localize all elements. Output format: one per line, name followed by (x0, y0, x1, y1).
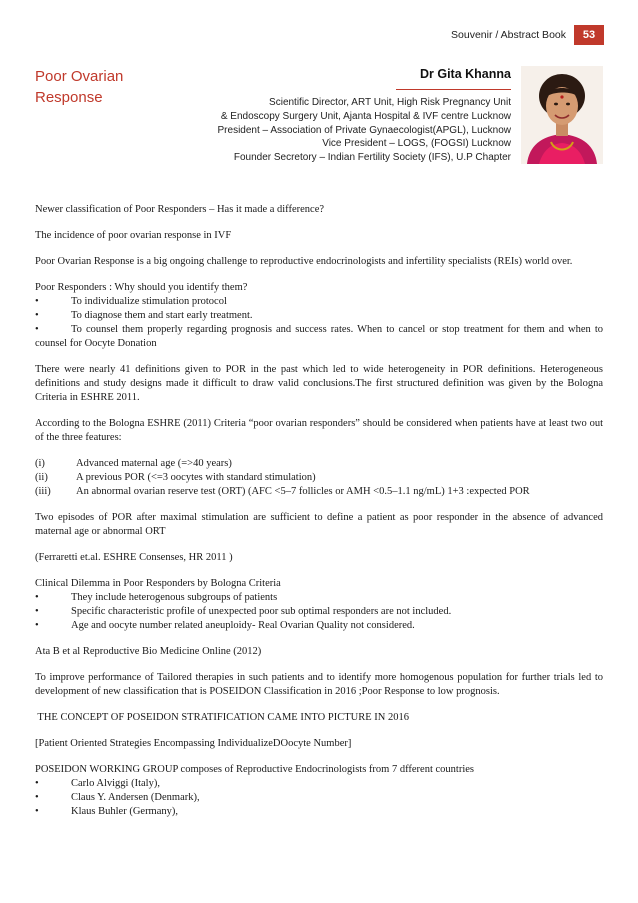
article-body (35, 203, 603, 831)
affiliation-line: Founder Secretory – Indian Fertility Society (IFS), U.P Chapter (233, 152, 511, 164)
why-identify-block (35, 281, 603, 351)
running-header (451, 25, 604, 45)
bullet-icon: • (35, 296, 39, 307)
working-group-block (35, 763, 603, 819)
bullet-icon: • (35, 806, 39, 817)
dilemma-block (35, 577, 603, 633)
affiliation-line: & Endoscopy Surgery Unit, Ajanta Hospital & IVF centre Lucknow (220, 110, 511, 122)
section-title-line-1: Poor Ovarian (35, 68, 124, 85)
list-item: • To diagnose them and start early treatment. (35, 310, 253, 321)
list-item: (iii) An abnormal ovarian reserve test (ORT) (AFC <5–7 follicles or AMH <0.5–1.1 ng/mL) 1+3 :expected POR (35, 486, 530, 497)
page-number: 53 (574, 25, 604, 45)
running-title: Souvenir / Abstract Book (451, 29, 566, 41)
list-item: • To individualize stimulation protocol (35, 296, 227, 307)
bullet-icon: • (35, 792, 39, 803)
author-photo (521, 66, 603, 164)
bullet-icon: • (35, 310, 39, 321)
bullet-icon: • (35, 606, 39, 617)
bullet-icon: • (35, 592, 39, 603)
list-item: • They include heterogenous subgroups of patients (35, 592, 278, 603)
author-affiliations (218, 96, 511, 165)
paragraph: There were nearly 41 definitions given to POR in the past which led to wide heterogeneity in POR definitions. Heterogeneous definitions and study designs made it difficult to draw valid conclusions.The first structured definition was given by the Bologna Criteria in ESHRE 2011. (35, 364, 603, 403)
list-item: • Age and oocyte number related aneuploidy- Real Ovarian Quality not considered. (35, 620, 415, 631)
paragraph: Newer classification of Poor Responders – Has it made a difference? (35, 204, 325, 215)
list-item: (i) Advanced maternal age (=>40 years) (35, 458, 232, 469)
section-title (35, 66, 185, 108)
bullet-icon: • (35, 778, 39, 789)
affiliation-line: Vice President – LOGS, (FOGSI) Lucknow (322, 138, 511, 150)
list-item: • Specific characteristic profile of unexpected poor sub optimal responders are not included. (35, 606, 452, 617)
list-lead: POSEIDON WORKING GROUP composes of Reproductive Endocrinologists from 7 dfferent countries (35, 764, 474, 775)
bullet-icon: • (35, 620, 39, 631)
paragraph: THE CONCEPT OF POSEIDON STRATIFICATION CAME INTO PICTURE IN 2016 (35, 712, 409, 723)
list-item: • To counsel them properly regarding prognosis and success rates. When to cancel or stop treatment for them and when to counsel for Oocyte Donation (35, 324, 603, 349)
author-name: Dr Gita Khanna (420, 67, 511, 81)
affiliation-line: President – Association of Private Gynaecologist(APGL), Lucknow (217, 124, 511, 136)
paragraph: Two episodes of POR after maximal stimulation are sufficient to define a patient as poor responder in the absence of advanced maternal age or abnormal ORT (35, 512, 603, 537)
paragraph: [Patient Oriented Strategies Encompassing IndividualizeDOocyte Number] (35, 738, 352, 749)
list-lead: Poor Responders : Why should you identify them? (35, 282, 248, 293)
section-title-line-2: Response (35, 89, 103, 106)
bullet-icon: • (35, 324, 39, 335)
list-item: • Klaus Buhler (Germany), (35, 806, 179, 817)
paragraph: To improve performance of Tailored therapies in such patients and to identify more homogenous population for further trials led to development of new classification that is POSEIDON Classification in 2016 ;Poor Response to low prognosis. (35, 672, 603, 697)
list-item: • Claus Y. Andersen (Denmark), (35, 792, 200, 803)
paragraph: Ata B et al Reproductive Bio Medicine Online (2012) (35, 646, 262, 657)
affiliation-line: Scientific Director, ART Unit, High Risk Pregnancy Unit (269, 97, 511, 108)
criteria-list (35, 457, 603, 499)
list-item: • Carlo Alviggi (Italy), (35, 778, 160, 789)
paragraph: According to the Bologna ESHRE (2011) Criteria “poor ovarian responders” should be considered when patients have at least two out of the three features: (35, 418, 603, 443)
author-portrait-image (521, 66, 603, 164)
author-divider (396, 89, 511, 90)
list-lead: Clinical Dilemma in Poor Responders by Bologna Criteria (35, 578, 281, 589)
paragraph: The incidence of poor ovarian response in IVF (35, 230, 232, 241)
paragraph: (Ferraretti et.al. ESHRE Consenses, HR 2011 ) (35, 552, 233, 563)
paragraph: Poor Ovarian Response is a big ongoing challenge to reproductive endocrinologists and infertility specialists (REIs) world over. (35, 256, 573, 267)
list-item: (ii) A previous POR (<=3 oocytes with standard stimulation) (35, 472, 316, 483)
